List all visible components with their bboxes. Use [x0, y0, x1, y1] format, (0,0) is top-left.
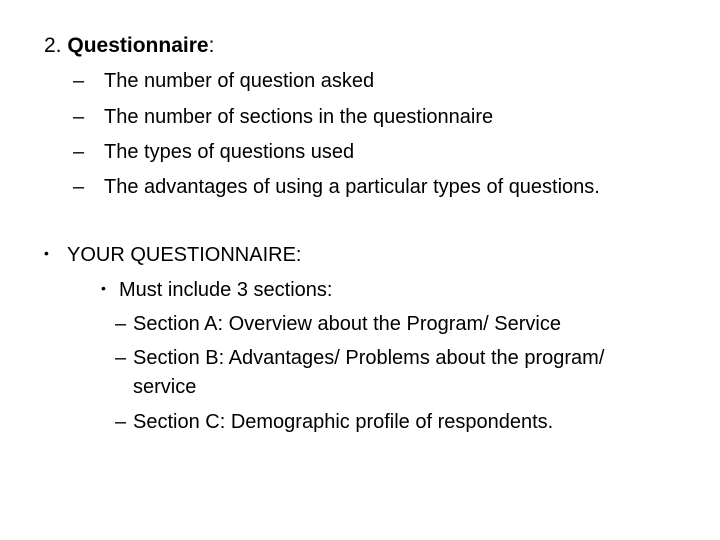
heading-colon: : [208, 34, 215, 57]
list-item: The advantages of using a particular types of questions. [104, 176, 600, 198]
dash-marker: – [73, 176, 85, 198]
list-item: The types of questions used [104, 141, 355, 163]
section-item-continuation: service [133, 376, 197, 398]
bullet-marker: • [101, 280, 106, 296]
bullet-marker: • [44, 245, 49, 261]
dash-marker: – [115, 347, 127, 369]
section-item: Section B: Advantages/ Problems about the program/ [133, 347, 605, 369]
heading-number: 2. [44, 34, 62, 57]
section-item: Section A: Overview about the Program/ Service [133, 313, 561, 335]
list-item: The number of question asked [104, 70, 375, 92]
list-item: The number of sections in the questionnaire [104, 106, 494, 128]
requirement-text: Must include 3 sections: [119, 279, 333, 301]
section-item: Section C: Demographic profile of respondents. [133, 411, 554, 433]
section-heading [44, 34, 214, 58]
dash-marker: – [73, 141, 85, 163]
heading-title: Questionnaire [67, 34, 209, 57]
dash-marker: – [115, 313, 127, 335]
dash-marker: – [73, 106, 85, 128]
your-questionnaire-label: YOUR QUESTIONNAIRE: [67, 244, 302, 266]
dash-marker: – [115, 411, 127, 433]
dash-marker: – [73, 70, 85, 92]
